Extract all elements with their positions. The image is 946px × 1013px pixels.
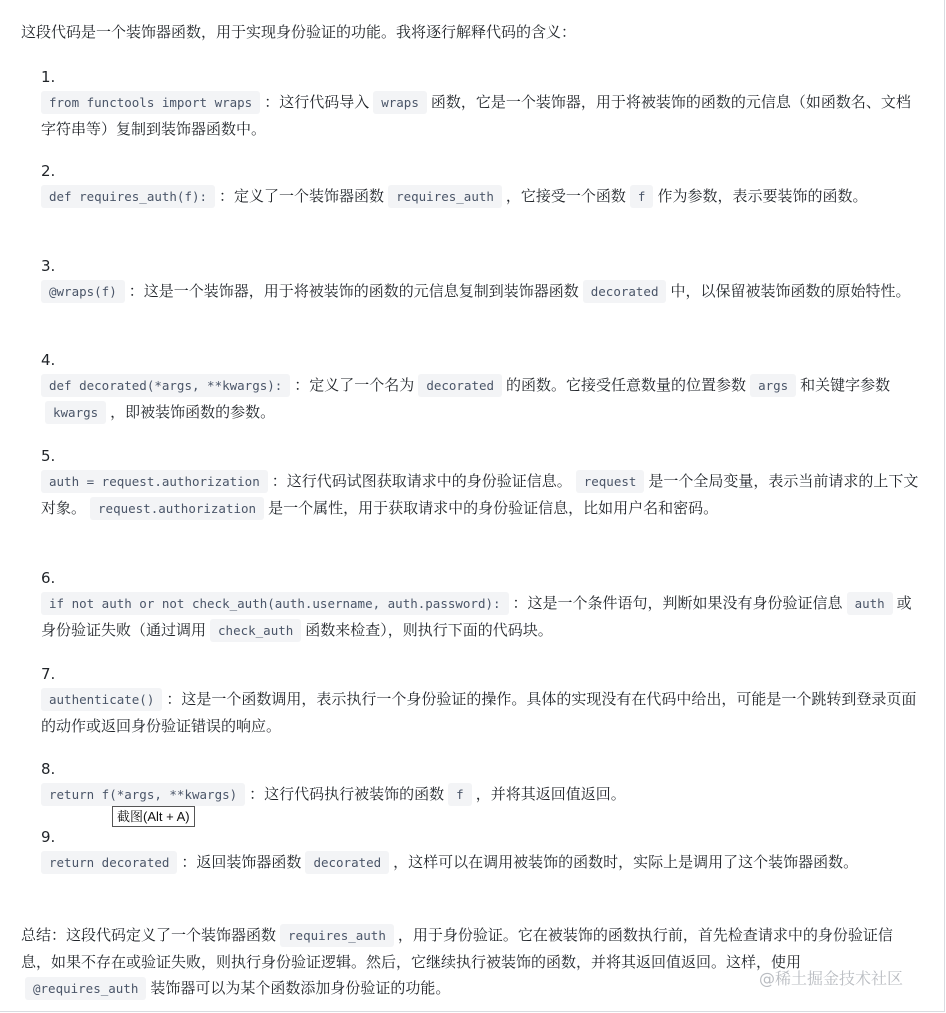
inline-code: kwargs: [45, 401, 106, 424]
inline-code: decorated: [305, 851, 389, 874]
inline-code: auth = request.authorization: [41, 470, 268, 493]
inline-code: from functools import wraps: [41, 91, 260, 114]
list-item: [41, 568, 919, 644]
item-body: return f(*args, **kwargs) ：这行代码执行被装饰的函数 f ，并将其返回值返回。: [41, 781, 919, 808]
list-item: [41, 161, 919, 210]
item-body: @wraps(f) ：这是一个装饰器，用于将被装饰的函数的元信息复制到装饰器函数 decorated 中，以保留被装饰函数的原始特性。: [41, 278, 919, 305]
list-item: [41, 67, 919, 143]
inline-code: authenticate(): [41, 688, 162, 711]
inline-code: return decorated: [41, 851, 177, 874]
screenshot-tooltip: 截图(Alt + A): [112, 806, 195, 827]
inline-code: auth: [847, 592, 893, 615]
item-number: 5.: [41, 447, 56, 465]
inline-code: requires_auth: [388, 185, 502, 208]
inline-code: def decorated(*args, **kwargs):: [41, 374, 290, 397]
item-body: authenticate() ：这是一个函数调用，表示执行一个身份验证的操作。具体的实现没有在代码中给出，可能是一个跳转到登录页面的动作或返回身份验证错误的响应。: [41, 690, 917, 735]
item-body: def decorated(*args, **kwargs): ：定义了一个名为 decorated 的函数。它接受任意数量的位置参数 args 和关键字参数kwargs ，即被装饰函数的参数。: [41, 372, 919, 426]
inline-code: def requires_auth(f):: [41, 185, 215, 208]
item-body: from functools import wraps ：这行代码导入 wraps 函数，它是一个装饰器，用于将被装饰的函数的元信息（如函数名、文档字符串等）复制到装饰器函数中。: [41, 93, 911, 138]
item-number: 1.: [41, 68, 56, 86]
list-item: [41, 350, 919, 426]
item-number: 3.: [41, 257, 56, 275]
inline-code: f: [630, 185, 654, 208]
inline-code: args: [750, 374, 796, 397]
inline-code: decorated: [418, 374, 502, 397]
summary-text: 总结：这段代码定义了一个装饰器函数 requires_auth ，用于身份验证。它在被装饰的函数执行前，首先检查请求中的身份验证信息，如果不存在或验证失败，则执行身份验证逻辑。然后，它继续执行被装饰的函数，并将其返回值返回。这样，使用@requires_auth 装饰器可以为某个函数添加身份验证的功能。: [21, 922, 916, 1002]
list-item: [41, 256, 919, 305]
item-body: def requires_auth(f): ：定义了一个装饰器函数 requires_auth ，它接受一个函数 f 作为参数，表示要装饰的函数。: [41, 183, 919, 210]
item-number: 2.: [41, 162, 56, 180]
inline-code: f: [448, 783, 472, 806]
item-body: return decorated ：返回装饰器函数 decorated ，这样可以在调用被装饰的函数时，实际上是调用了这个装饰器函数。: [41, 849, 919, 876]
item-number: 7.: [41, 665, 56, 683]
inline-code: @wraps(f): [41, 280, 125, 303]
inline-code: @requires_auth: [25, 977, 146, 1000]
item-body: if not auth or not check_auth(auth.username, auth.password): ：这是一个条件语句，判断如果没有身份验证信息 auth 或身份验证失败（通过调用 check_auth 函数来检查），则执行下面的代码块。: [41, 590, 919, 644]
list-item: [41, 664, 919, 740]
intro-text: 这段代码是一个装饰器函数，用于实现身份验证的功能。我将逐行解释代码的含义：: [21, 23, 577, 41]
item-number: 9.: [41, 828, 56, 846]
inline-code: if not auth or not check_auth(auth.username, auth.password):: [41, 592, 509, 615]
list-item: [41, 827, 919, 876]
inline-code: wraps: [373, 91, 427, 114]
item-number: 8.: [41, 760, 56, 778]
item-number: 4.: [41, 351, 56, 369]
item-number: 6.: [41, 569, 56, 587]
inline-code: request: [576, 470, 645, 493]
inline-code: requires_auth: [280, 924, 394, 947]
list-item: [41, 446, 919, 522]
inline-code: check_auth: [210, 619, 301, 642]
watermark: @稀土掘金技术社区: [759, 969, 904, 988]
inline-code: decorated: [583, 280, 667, 303]
list-item: [41, 759, 919, 808]
inline-code: return f(*args, **kwargs): [41, 783, 245, 806]
item-body: auth = request.authorization ：这行代码试图获取请求中的身份验证信息。 request 是一个全局变量，表示当前请求的上下文对象。 request.authorization 是一个属性，用于获取请求中的身份验证信息，比如用户名和密码。: [41, 468, 919, 522]
inline-code: request.authorization: [90, 497, 264, 520]
